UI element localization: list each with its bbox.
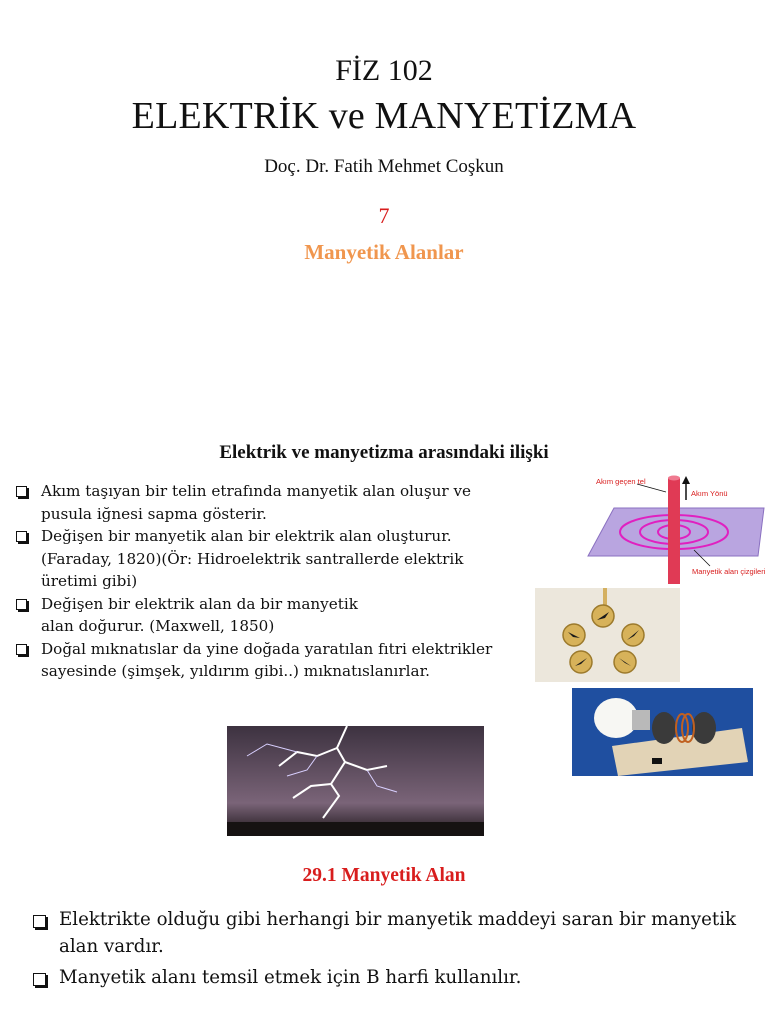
bullet-text: Manyetik alanı temsil etmek için B harfi kullanılır. [59, 967, 522, 988]
chapter-title: Manyetik Alanlar [304, 240, 464, 264]
list-item [14, 638, 504, 683]
bullet-text: Doğal mıknatıslar da yine doğada yaratılan fıtri elektrikler sayesinde (şimşek, yıldırım gibi..) mıknatıslanırlar. [41, 639, 493, 680]
author: Doç. Dr. Fatih Mehmet Coşkun [264, 156, 504, 177]
chapter-number: 7 [378, 203, 390, 228]
label-wire: Akım geçen tel [596, 477, 646, 486]
list-item [14, 480, 504, 525]
list-item [32, 907, 752, 960]
page-title: ELEKTRİK ve MANYETİZMA [131, 95, 637, 137]
label-direction: Akım Yönü [691, 489, 728, 498]
generator-bulb-photo [572, 688, 753, 776]
magnetic-field-diagram [582, 472, 768, 590]
lightning-photo [227, 726, 484, 836]
checkbox-bullet-icon [16, 531, 27, 542]
course-code: FİZ 102 [335, 54, 433, 87]
label-field: Manyetik alan çizgileri [692, 567, 766, 576]
list-item [14, 593, 381, 638]
checkbox-bullet-icon [16, 599, 27, 610]
section2-heading: 29.1 Manyetik Alan [302, 865, 466, 886]
list-item [32, 965, 752, 992]
checkbox-bullet-icon [16, 486, 27, 497]
list-item [14, 525, 504, 593]
section2-bullet-list [32, 907, 752, 997]
bullet-text: Akım taşıyan bir telin etrafında manyetik alan oluşur ve pusula iğnesi sapma gösterir. [41, 482, 472, 523]
checkbox-bullet-icon [33, 973, 46, 986]
checkbox-bullet-icon [33, 915, 46, 928]
bullet-text: Elektrikte olduğu gibi herhangi bir manyetik maddeyi saran bir manyetik alan vardır. [59, 909, 737, 957]
bullet-text: Değişen bir manyetik alan bir elektrik alan oluşturur. (Faraday, 1820)(Ör: Hidroelektrik santrallerde elektrik üretimi gibi) [41, 527, 464, 590]
section1-heading: Elektrik ve manyetizma arasındaki ilişki [219, 442, 549, 463]
section1-bullet-list [14, 480, 504, 683]
compass-photo [535, 588, 680, 682]
svg-text:Manyetik alan çizgileri [692, 567, 766, 576]
bullet-text: Değişen bir elektrik alan da bir manyetik alan doğurur. (Maxwell, 1850) [41, 594, 358, 635]
checkbox-bullet-icon [16, 644, 27, 655]
